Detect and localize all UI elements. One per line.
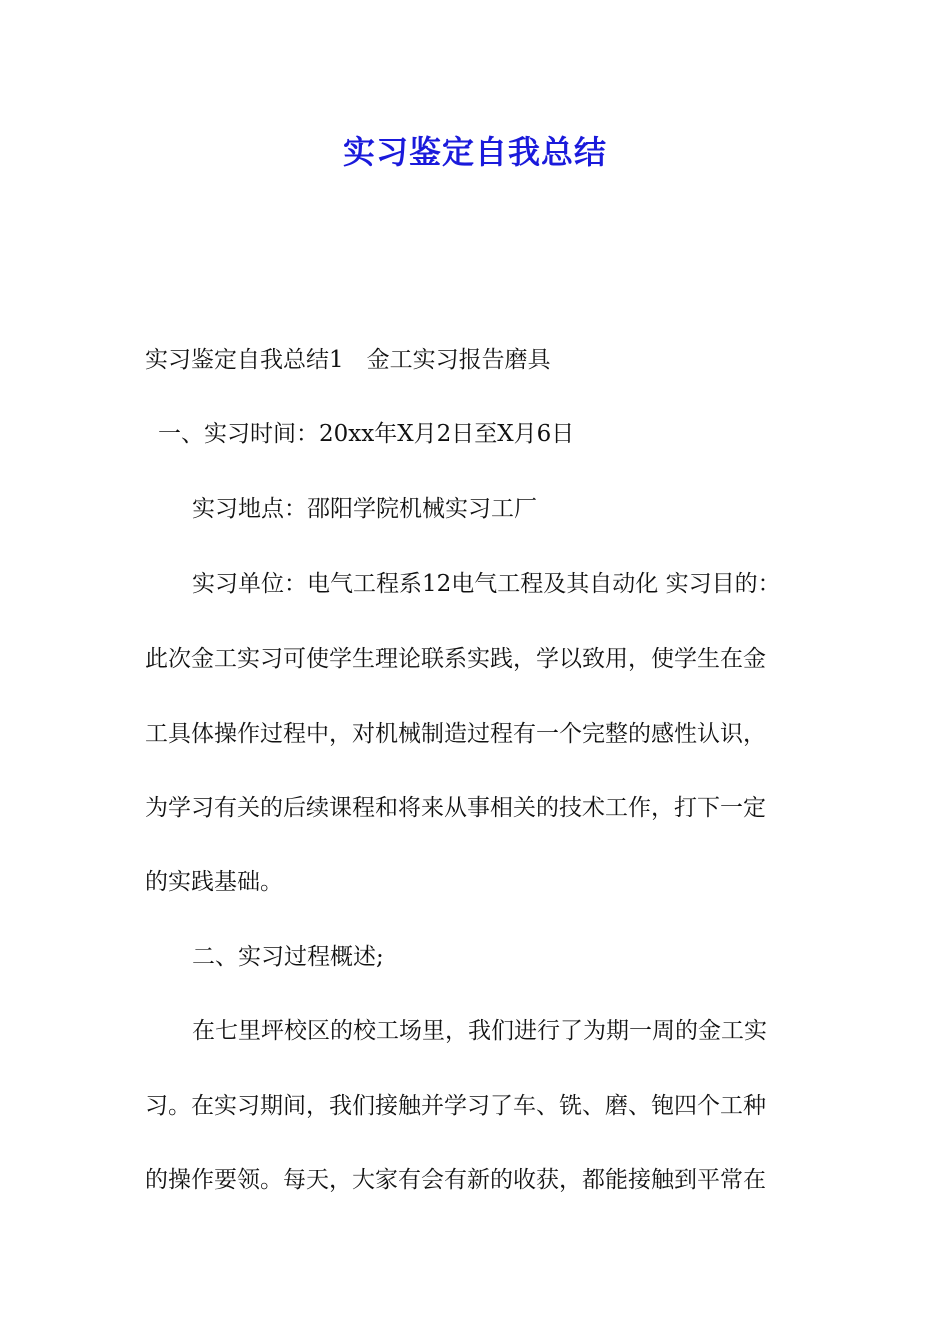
document-title: 实习鉴定自我总结 [342,133,607,171]
body-line: 二、实习过程概述; [192,944,384,970]
body-line: 的操作要领。每天，大家有会有新的收获，都能接触到平常在 [145,1167,766,1193]
body-line: 为学习有关的后续课程和将来从事相关的技术工作，打下一定 [145,795,766,821]
body-line: 实习地点：邵阳学院机械实习工厂 [192,496,537,522]
body-line: 工具体操作过程中，对机械制造过程有一个完整的感性认识， [145,721,766,747]
body-line: 此次金工实习可使学生理论联系实践，学以致用，使学生在金 [145,646,766,672]
section-heading-line: 实习鉴定自我总结1 金工实习报告磨具 [145,347,551,373]
body-line: 的实践基础。 [145,869,283,895]
body-line: 实习单位：电气工程系12电气工程及其自动化 实习目的： [192,571,781,597]
body-line: 在七里坪校区的校工场里，我们进行了为期一周的金工实 [192,1018,767,1044]
body-line: 习。在实习期间，我们接触并学习了车、铣、磨、铇四个工种 [145,1093,766,1119]
body-line: 一、实习时间：20xx年X月2日至X月6日 [158,421,575,447]
